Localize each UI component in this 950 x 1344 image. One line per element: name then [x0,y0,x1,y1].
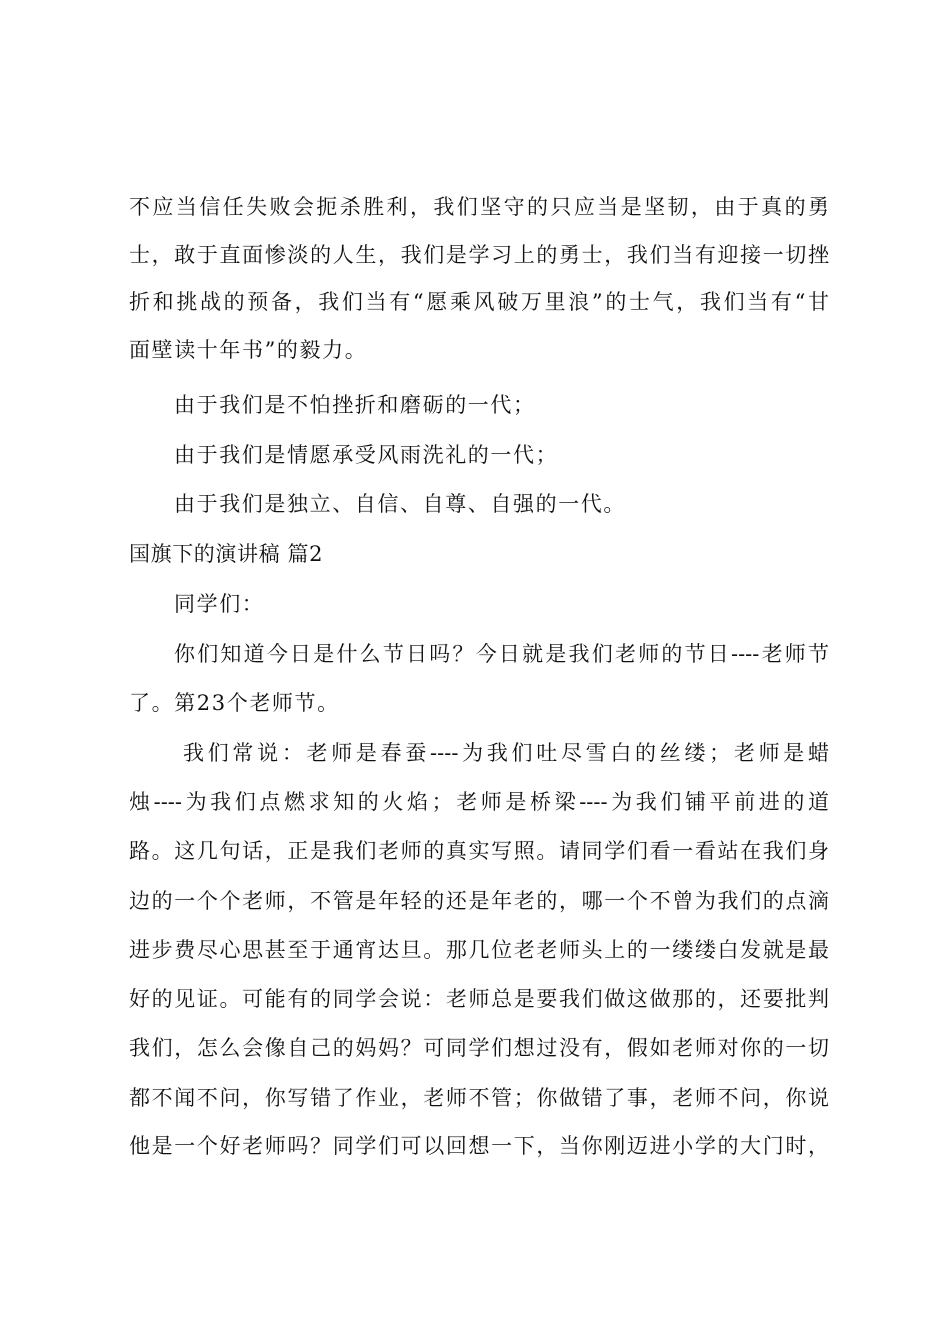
paragraph-line: 面壁读十年书”的毅力。 [129,338,368,362]
paragraph-line: 都不闻不问，你写错了作业，老师不管；你做错了事，老师不问，你说 [129,1086,829,1110]
paragraph-line: 不应当信任失败会扼杀胜利，我们坚守的只应当是坚韧，由于真的勇 [129,195,829,219]
list-line: 由于我们是不怕挫折和磨砺的一代； [174,393,536,417]
paragraph-line: 他是一个好老师吗？同学们可以回想一下，当你刚迈进小学的大门时， [129,1134,829,1158]
paragraph-line: 好的见证。可能有的同学会说：老师总是要我们做这做那的，还要批判 [129,987,829,1011]
paragraph-line: 我们常说：老师是春蚕----为我们吐尽雪白的丝缕；老师是蜡 [183,741,829,765]
paragraph-line: 折和挑战的预备，我们当有“愿乘风破万里浪”的士气，我们当有“甘 [129,290,829,314]
paragraph-line: 你们知道今日是什么节日吗？今日就是我们老师的节日----老师节 [174,642,829,666]
list-line: 由于我们是独立、自信、自尊、自强的一代。 [174,492,626,516]
paragraph-line: 路。这几句话，正是我们老师的真实写照。请同学们看一看站在我们身 [129,839,829,863]
paragraph-line: 了。第23个老师节。 [129,691,340,715]
section-title: 国旗下的演讲稿 篇2 [129,542,324,566]
paragraph-line: 烛----为我们点燃求知的火焰；老师是桥梁----为我们铺平前进的道 [129,790,829,814]
paragraph-line: 边的一个个老师，不管是年轻的还是年老的，哪一个不曾为我们的点滴 [129,889,829,913]
paragraph-line: 进步费尽心思甚至于通宵达旦。那几位老老师头上的一缕缕白发就是最 [129,938,829,962]
paragraph-line: 士，敢于直面惨淡的人生，我们是学习上的勇士，我们当有迎接一切挫 [129,243,829,267]
greeting: 同学们： [174,592,265,616]
paragraph-line: 我们，怎么会像自己的妈妈？可同学们想过没有，假如老师对你的一切 [129,1036,829,1060]
list-line: 由于我们是情愿承受风雨洗礼的一代； [174,443,559,467]
